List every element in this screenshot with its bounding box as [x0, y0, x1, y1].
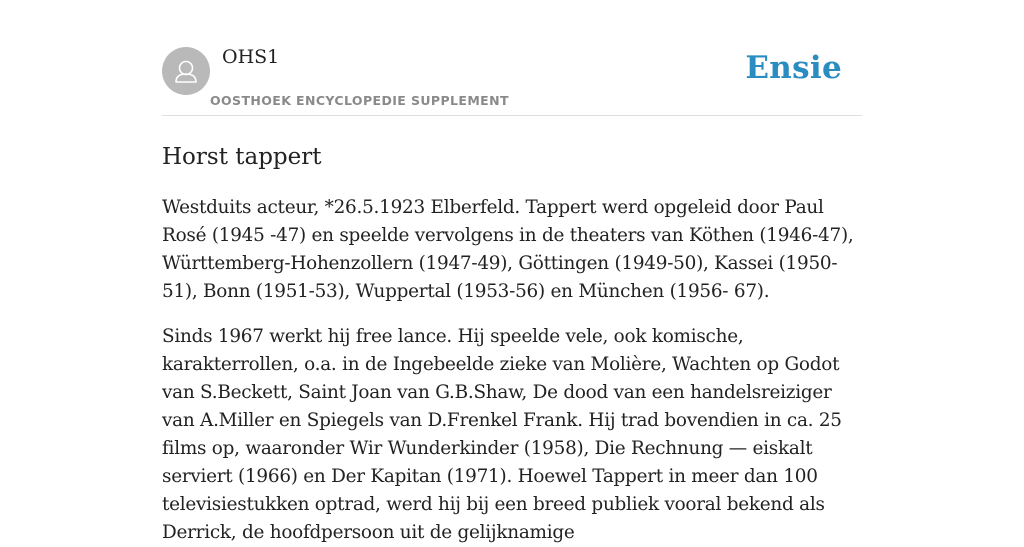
page-header — [162, 0, 862, 116]
article-paragraph: Sinds 1967 werkt hij free lance. Hij speelde vele, ook komische, karakterrollen, o.a. in de Ingebeelde zieke van Molière, Wachten op Godot van S.Beckett, Saint Joan van G.B.Shaw, De dood van een handelsreiziger van A.Miller en Spiegels van D.Frenkel Frank. Hij trad bovendien in ca. 25 films op, waaronder Wir Wunderkinder (1958), Die Rechnung — eiskalt serviert (1966) en Der Kapitan (1971). Hoewel Tappert in meer dan 100 televisiestukken optrad, werd hij bij een breed publiek vooral bekend als Derrick, de hoofdpersoon uit de gelijknamige — [162, 326, 842, 543]
article-paragraph: Westduits acteur, *26.5.1923 Elberfeld. Tappert werd opgeleid door Paul Rosé (1945 -47) en speelde vervolgens in de theaters van Köthen (1946-47), Württemberg-Hohenzollern (1947-49), Göttingen (1949-50), Kassei (1950-51), Bonn (1951-53), Wuppertal (1953-56) en München (1956- 67). — [162, 197, 854, 302]
article-title: Horst tappert — [162, 144, 322, 170]
page-container — [162, 0, 862, 547]
author-link[interactable]: OHS1 — [222, 46, 280, 68]
user-avatar-icon[interactable] — [162, 47, 210, 95]
publication-name: OOSTHOEK ENCYCLOPEDIE SUPPLEMENT — [210, 93, 509, 108]
brand-logo[interactable]: Ensie — [745, 50, 842, 86]
